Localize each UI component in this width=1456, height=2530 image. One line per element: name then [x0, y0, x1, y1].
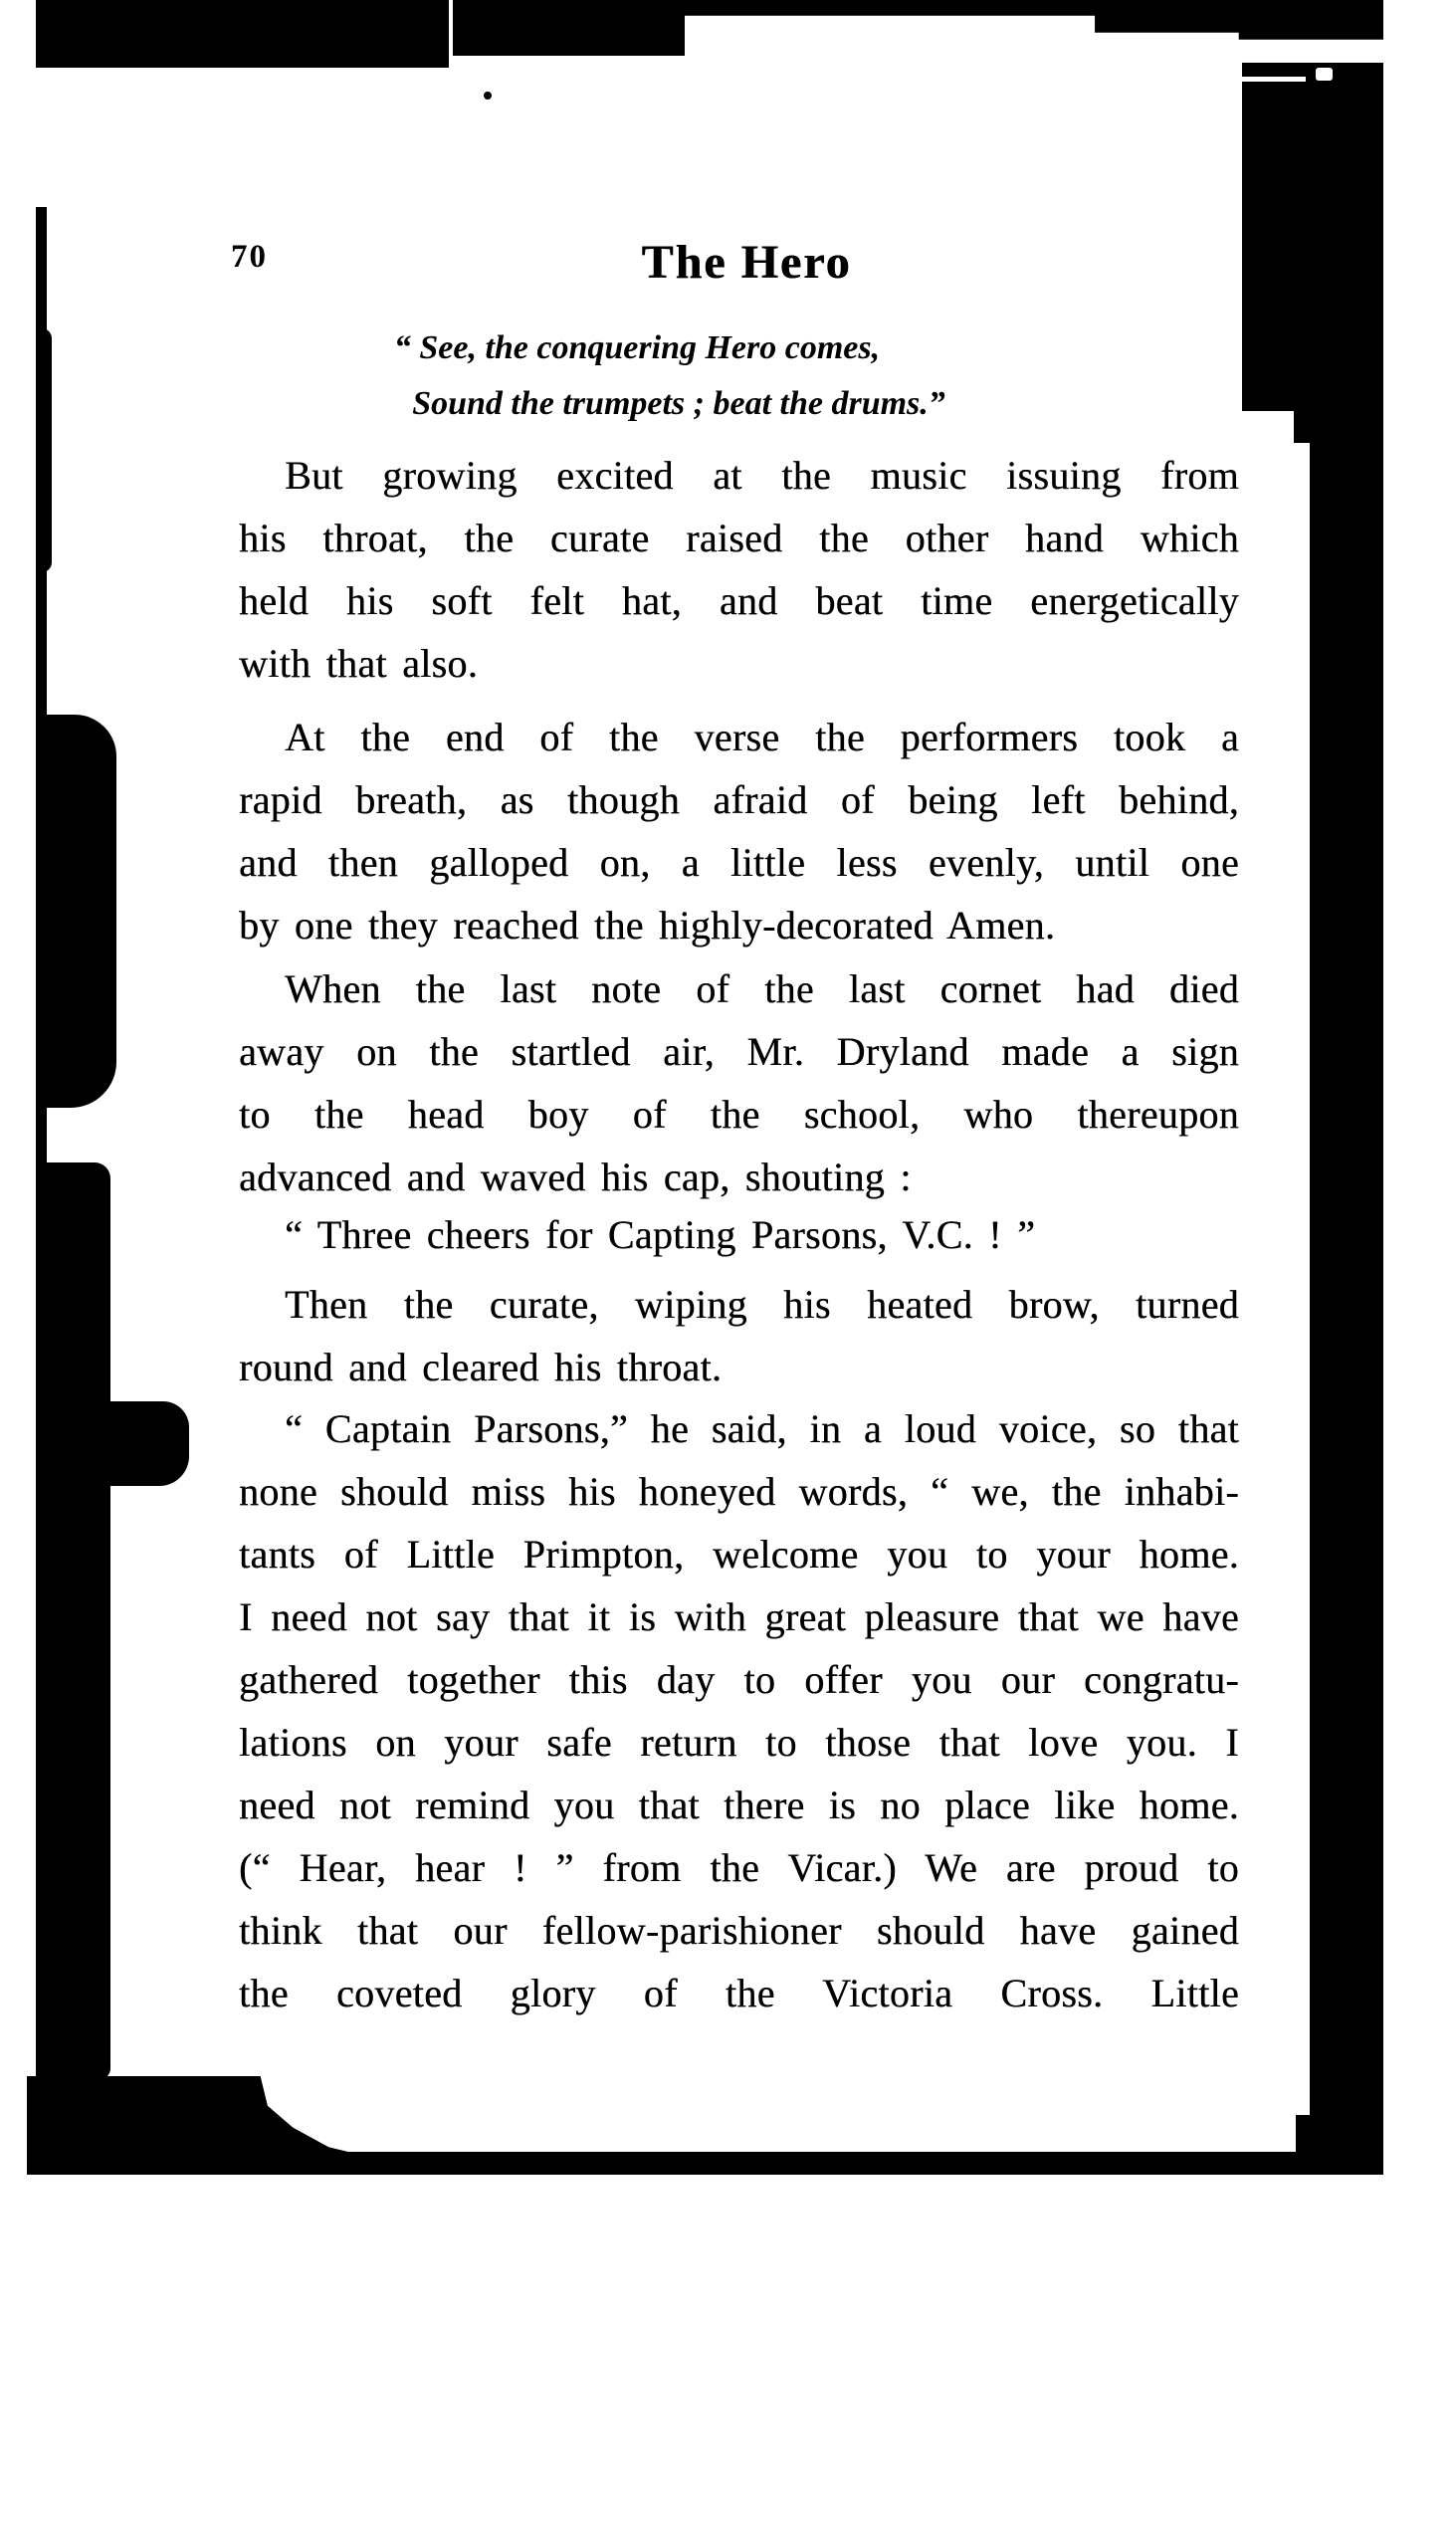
- paragraph: [239, 1273, 1239, 1398]
- text-line: advanced and waved his cap, shouting :: [239, 1155, 912, 1199]
- text-line: At the end of the verse the performers took a: [285, 715, 1239, 759]
- text-line: think that our fellow-parishioner should have gained: [239, 1908, 1239, 1953]
- paragraph: [239, 957, 1239, 1208]
- text-line: tants of Little Primpton, welcome you to your home.: [239, 1532, 1239, 1577]
- paragraph: [239, 706, 1239, 956]
- paragraph: [239, 1397, 1239, 2024]
- text-line: lations on your safe return to those that love you. I: [239, 1720, 1239, 1765]
- text-line: with that also.: [239, 641, 479, 686]
- text-line: away on the startled air, Mr. Dryland made a sign: [239, 1029, 1239, 1074]
- paragraph: [239, 1203, 1239, 1266]
- text-line: rapid breath, as though afraid of being left behind,: [239, 777, 1239, 822]
- text-line: none should miss his honeyed words, “ we, the inhabi-: [239, 1469, 1239, 1514]
- text-line: “ Captain Parsons,” he said, in a loud voice, so that: [285, 1406, 1239, 1451]
- paragraph: [239, 444, 1239, 695]
- page-number: 70: [231, 239, 268, 275]
- text-line: need not remind you that there is no place like home.: [239, 1783, 1239, 1827]
- text-line: and then galloped on, a little less evenly, until one: [239, 840, 1239, 885]
- text-line: “ Three cheers for Capting Parsons, V.C. ! ”: [285, 1212, 1036, 1257]
- text-line: the coveted glory of the Victoria Cross. Little: [239, 1971, 1239, 2015]
- epigraph-line: “ See, the conquering Hero comes,: [393, 329, 881, 366]
- text-line: But growing excited at the music issuing from: [285, 453, 1239, 498]
- text-line: Then the curate, wiping his heated brow, turned: [285, 1282, 1239, 1327]
- text-line: round and cleared his throat.: [239, 1345, 723, 1389]
- text-line: his throat, the curate raised the other hand which: [239, 516, 1239, 560]
- text-line: by one they reached the highly-decorated Amen.: [239, 903, 1056, 948]
- text-line: (“ Hear, hear ! ” from the Vicar.) We are proud to: [239, 1845, 1239, 1890]
- text-line: to the head boy of the school, who thereupon: [239, 1092, 1239, 1137]
- text-line: gathered together this day to offer you our congratu-: [239, 1657, 1239, 1702]
- text-line: When the last note of the last cornet had died: [285, 966, 1239, 1011]
- running-title: The Hero: [641, 236, 852, 289]
- text-line: I need not say that it is with great pleasure that we have: [239, 1594, 1239, 1639]
- text-line: held his soft felt hat, and beat time energetically: [239, 578, 1239, 623]
- epigraph-line: Sound the trumpets ; beat the drums.”: [412, 385, 945, 422]
